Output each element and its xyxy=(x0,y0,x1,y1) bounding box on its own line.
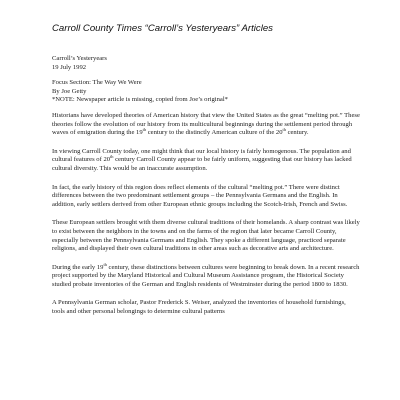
paragraph-5 xyxy=(52,261,360,290)
article-date: 19 July 1992 xyxy=(52,63,87,71)
paragraph-5-text-b: century, these distinctions between cultures were beginning to break down. In a recent research project supported by the Maryland Historical and Cultural Museum Assistance program, the Historical Society studied probate inventories of the German and English residents of Westminster during the period 1800 to 1830. xyxy=(52,263,360,288)
paragraph-1-text-b: century to the distinctly American culture of the 20 xyxy=(146,129,283,137)
column-name: Carroll’s Yesteryears xyxy=(52,55,107,62)
page-header-title: Carroll County Times “Carroll’s Yesteryears” Articles xyxy=(52,23,273,34)
paragraph-1-text-a: Historians have developed theories of American history that view the United States as the great “melting pot.” These theories follow the evolution of our history from its multicultural beginnings during the settlement period through waves of emigration during the 19 xyxy=(52,111,360,137)
article-note: *NOTE: Newspaper article is missing, copied from Joe’s original* xyxy=(52,96,228,104)
byline: By Joe Getty xyxy=(52,87,87,95)
focus-section: Focus Section: The Way We Were xyxy=(52,79,142,87)
paragraph-6: A Pennsylvania German scholar, Pastor Frederick S. Weiser, analyzed the inventories of household furnishings, tools and other personal belongings to determine cultural patterns xyxy=(52,299,346,316)
paragraph-2-text-a: In viewing Carroll County today, one might think that our local history is fairly homogenous. The population and cultural features of 20 xyxy=(52,147,351,164)
paragraph-1 xyxy=(52,112,360,138)
ordinal-suffix: th xyxy=(142,126,147,132)
article-byline-block xyxy=(52,79,360,105)
paragraph-1-text-c: century. xyxy=(285,129,309,137)
ordinal-suffix: th xyxy=(282,126,286,132)
paragraph-3: In fact, the early history of this region does reflect elements of the cultural “melting pot.” There were distinct differences between the two predominant settlement groups – the Pennsylvania Germans and the English. In addition, early settlers derived from other European ethnic groups including the Scotch-Irish, French and Swiss. xyxy=(52,183,348,208)
ordinal-suffix: th xyxy=(103,261,107,267)
paragraph-4: These European settlers brought with them diverse cultural traditions of their homelands. A sharp contrast was likely to exist between the neighbors in the towns and on the farms of the region that later became Carroll County, especially between the Pennsylvania Germans and English. They spoke a different language, practiced separate religions, and displayed their own cultural traditions in other areas such as decorative arts and architecture. xyxy=(52,219,360,253)
paragraph-2-text-b: century Carroll County appear to be fairly uniform, suggesting that our history has lacked cultural diversity. This would be an inaccurate assumption. xyxy=(52,156,352,172)
ordinal-suffix: th xyxy=(110,154,114,160)
article-info xyxy=(52,55,360,72)
paragraph-5-text-a: During the early 19 xyxy=(52,263,104,271)
paragraph-2 xyxy=(52,148,360,174)
